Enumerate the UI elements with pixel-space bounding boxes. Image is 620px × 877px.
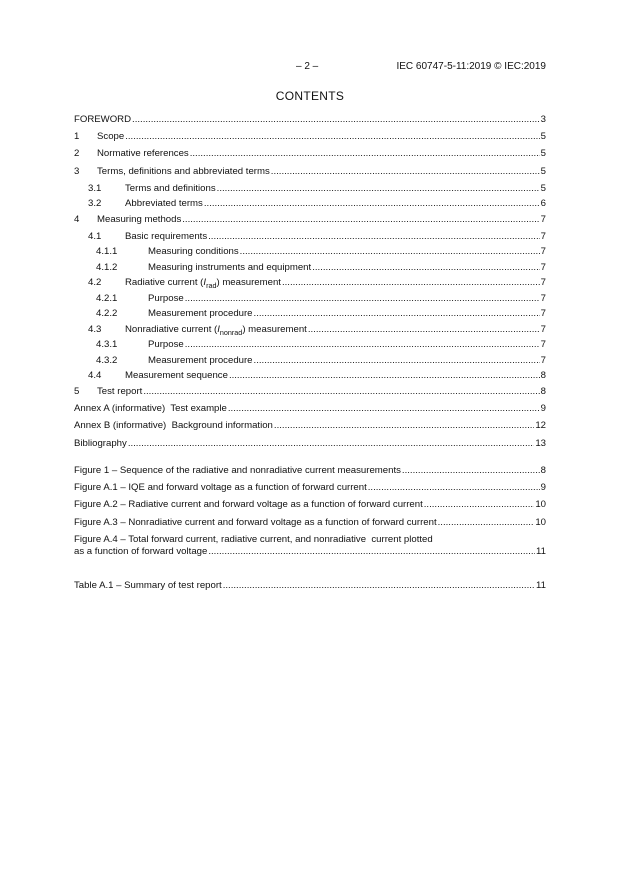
toc-entry-annex-b[interactable]: [74, 420, 546, 437]
toc-entry-number: 4.1.2: [96, 261, 118, 273]
toc-entry-page: 7: [540, 292, 546, 304]
toc-entry-title: Bibliography: [74, 437, 127, 449]
toc-entry-purpose-rad[interactable]: [74, 293, 546, 309]
toc-entry-page: 8: [540, 370, 546, 382]
dot-leader: [402, 465, 540, 476]
toc-entry-title: Scope: [97, 131, 125, 143]
toc-entry-abbreviated-terms[interactable]: [74, 198, 546, 214]
toc-entry-number: 4.3: [88, 323, 102, 335]
toc-entry-terms[interactable]: [74, 166, 546, 183]
toc-entry-title: Measurement procedure: [148, 354, 253, 366]
list-of-figures: [74, 465, 546, 563]
dot-leader: [208, 231, 540, 242]
dot-leader: [368, 482, 540, 493]
toc-entry-page: 7: [540, 354, 546, 366]
dot-leader: [424, 499, 535, 510]
dot-leader: [185, 339, 540, 350]
figure-entry-title: Figure A.3 – Nonradiative current and forward voltage as a function of forward current: [74, 516, 437, 528]
toc-entry-page: 12: [535, 420, 546, 432]
toc-entry-page: 9: [540, 403, 546, 415]
dot-leader: [143, 386, 539, 397]
toc-entry-purpose-nonrad[interactable]: [74, 339, 546, 355]
dot-leader: [223, 580, 535, 591]
toc-entry-page: 3: [540, 114, 546, 125]
toc-entry-title: FOREWORD: [74, 114, 132, 125]
toc-entry-terms-definitions[interactable]: [74, 183, 546, 199]
toc-entry-title: Purpose: [148, 339, 184, 351]
toc-entry-number: 3.1: [88, 182, 102, 194]
toc-entry-title: [125, 324, 307, 337]
toc-entry-foreword[interactable]: [74, 114, 546, 131]
page-title: CONTENTS: [275, 89, 345, 103]
figure-entry-a4[interactable]: [74, 534, 546, 563]
toc-entry-number: 3.2: [88, 198, 102, 210]
dot-leader: [132, 114, 540, 125]
title-suffix: ) measurement: [216, 277, 281, 289]
page-number: – 2 –: [296, 61, 319, 72]
current-symbol: I: [217, 323, 220, 335]
table-entry-page: 11: [536, 580, 546, 591]
toc-entry-page: 7: [540, 323, 546, 335]
figure-entry-title-line2: as a function of forward voltage: [74, 545, 208, 557]
toc-entry-page: 8: [540, 385, 546, 397]
current-subscript: nonrad: [219, 327, 243, 337]
title-prefix: Nonradiative current (: [125, 323, 218, 335]
table-of-contents: [74, 114, 546, 455]
dot-leader: [438, 517, 535, 528]
figure-entry-title: Figure 1 – Sequence of the radiative and nonradiative current measurements: [74, 465, 401, 476]
toc-entry-title: Abbreviated terms: [125, 198, 203, 210]
toc-entry-number: 4.1: [88, 230, 102, 242]
figure-entry-page: 10: [535, 499, 546, 511]
toc-entry-number: 4: [74, 213, 80, 225]
toc-entry-normative-references[interactable]: [74, 148, 546, 165]
table-entry-a1[interactable]: [74, 580, 546, 597]
dot-leader: [271, 166, 540, 177]
table-entry-title: Table A.1 – Summary of test report: [74, 580, 222, 591]
toc-entry-title: Measuring methods: [97, 213, 182, 225]
toc-entry-page: 5: [540, 182, 546, 194]
toc-entry-page: 5: [540, 165, 546, 177]
dot-leader: [308, 324, 540, 335]
dot-leader: [274, 420, 534, 431]
toc-entry-number: 1: [74, 131, 80, 143]
toc-entry-title: Measuring conditions: [148, 246, 239, 258]
current-symbol: I: [203, 277, 207, 289]
dot-leader: [228, 403, 540, 414]
toc-entry-measurement-sequence[interactable]: [74, 370, 546, 386]
dot-leader: [125, 131, 539, 142]
dot-leader: [282, 277, 540, 288]
toc-entry-measuring-instruments[interactable]: [74, 262, 546, 278]
figure-entry-title: Figure A.2 – Radiative current and forward voltage as a function of forward current: [74, 499, 423, 511]
toc-entry-number: 4.3.2: [96, 354, 118, 366]
toc-entry-page: 7: [540, 261, 546, 273]
dot-leader: [217, 183, 540, 194]
toc-entry-title: Measurement sequence: [125, 370, 228, 382]
toc-entry-page: 5: [540, 131, 546, 143]
toc-entry-page: 7: [540, 308, 546, 320]
toc-entry-page: 6: [540, 198, 546, 210]
title-suffix: ) measurement: [242, 323, 307, 335]
figure-entry-a1[interactable]: [74, 482, 546, 499]
toc-entry-annex-a[interactable]: [74, 403, 546, 420]
toc-entry-title: Test report: [97, 385, 143, 397]
figure-entry-1[interactable]: [74, 465, 546, 482]
toc-entry-title: Annex A (informative) Test example: [74, 403, 227, 415]
figure-entry-page: 8: [540, 465, 546, 476]
toc-entry-page: 5: [540, 148, 546, 160]
toc-entry-page: 13: [535, 437, 546, 449]
toc-entry-title: Measuring instruments and equipment: [148, 261, 312, 273]
document-reference: IEC 60747-5-11:2019 © IEC:2019: [396, 61, 546, 72]
current-subscript: rad: [206, 281, 217, 291]
toc-entry-procedure-nonrad[interactable]: [74, 355, 546, 371]
toc-entry-number: 4.2.1: [96, 292, 118, 304]
toc-entry-number: 4.2.2: [96, 308, 118, 320]
list-of-tables: [74, 580, 546, 597]
toc-entry-number: 5: [74, 385, 80, 397]
dot-leader: [182, 214, 539, 225]
figure-entry-page: 10: [535, 516, 546, 528]
toc-entry-number: 4.4: [88, 370, 102, 382]
toc-entry-nonradiative-current[interactable]: [74, 324, 546, 340]
toc-entry-title: Terms, definitions and abbreviated terms: [97, 165, 270, 177]
toc-entry-number: 4.1.1: [96, 246, 118, 258]
toc-entry-page: 7: [540, 246, 546, 258]
toc-entry-number: 2: [74, 148, 80, 160]
toc-entry-title: Purpose: [148, 292, 184, 304]
dot-leader: [208, 546, 535, 557]
toc-entry-bibliography[interactable]: [74, 438, 546, 455]
toc-entry-measuring-conditions[interactable]: [74, 246, 546, 262]
toc-entry-title: Annex B (informative) Background information: [74, 420, 273, 432]
toc-entry-measuring-methods[interactable]: [74, 214, 546, 231]
figure-entry-page: 11: [536, 545, 546, 557]
toc-entry-radiative-current[interactable]: [74, 277, 546, 293]
toc-entry-procedure-rad[interactable]: [74, 308, 546, 324]
dot-leader: [312, 262, 539, 273]
title-prefix: Radiative current (: [125, 277, 204, 289]
dot-leader: [204, 198, 540, 209]
toc-entry-number: 3: [74, 165, 80, 177]
toc-entry-basic-requirements[interactable]: [74, 231, 546, 247]
toc-entry-page: 7: [540, 213, 546, 225]
figure-entry-a3[interactable]: [74, 517, 546, 534]
toc-entry-scope[interactable]: [74, 131, 546, 148]
toc-entry-title: Normative references: [97, 148, 189, 160]
dot-leader: [190, 148, 540, 159]
toc-entry-number: 4.2: [88, 277, 102, 289]
toc-entry-page: 7: [540, 230, 546, 242]
dot-leader: [185, 293, 540, 304]
figure-entry-a2[interactable]: [74, 499, 546, 516]
dot-leader: [240, 246, 540, 257]
toc-entry-title: Terms and definitions: [125, 182, 216, 194]
toc-entry-number: 4.3.1: [96, 339, 118, 351]
toc-entry-test-report[interactable]: [74, 386, 546, 403]
toc-entry-page: 7: [540, 277, 546, 289]
figure-entry-title: Figure A.1 – IQE and forward voltage as a function of forward current: [74, 482, 367, 494]
toc-entry-page: 7: [540, 339, 546, 351]
figure-entry-title-line1: Figure A.4 – Total forward current, radiative current, and nonradiative current plotted: [74, 533, 433, 545]
toc-entry-title: [125, 277, 281, 290]
dot-leader: [254, 355, 540, 366]
dot-leader: [229, 370, 540, 381]
toc-entry-title: Basic requirements: [125, 230, 208, 242]
dot-leader: [128, 438, 535, 449]
figure-entry-page: 9: [540, 482, 546, 494]
dot-leader: [254, 308, 540, 319]
toc-entry-title: Measurement procedure: [148, 308, 253, 320]
figure-entry-line2: [74, 546, 546, 563]
